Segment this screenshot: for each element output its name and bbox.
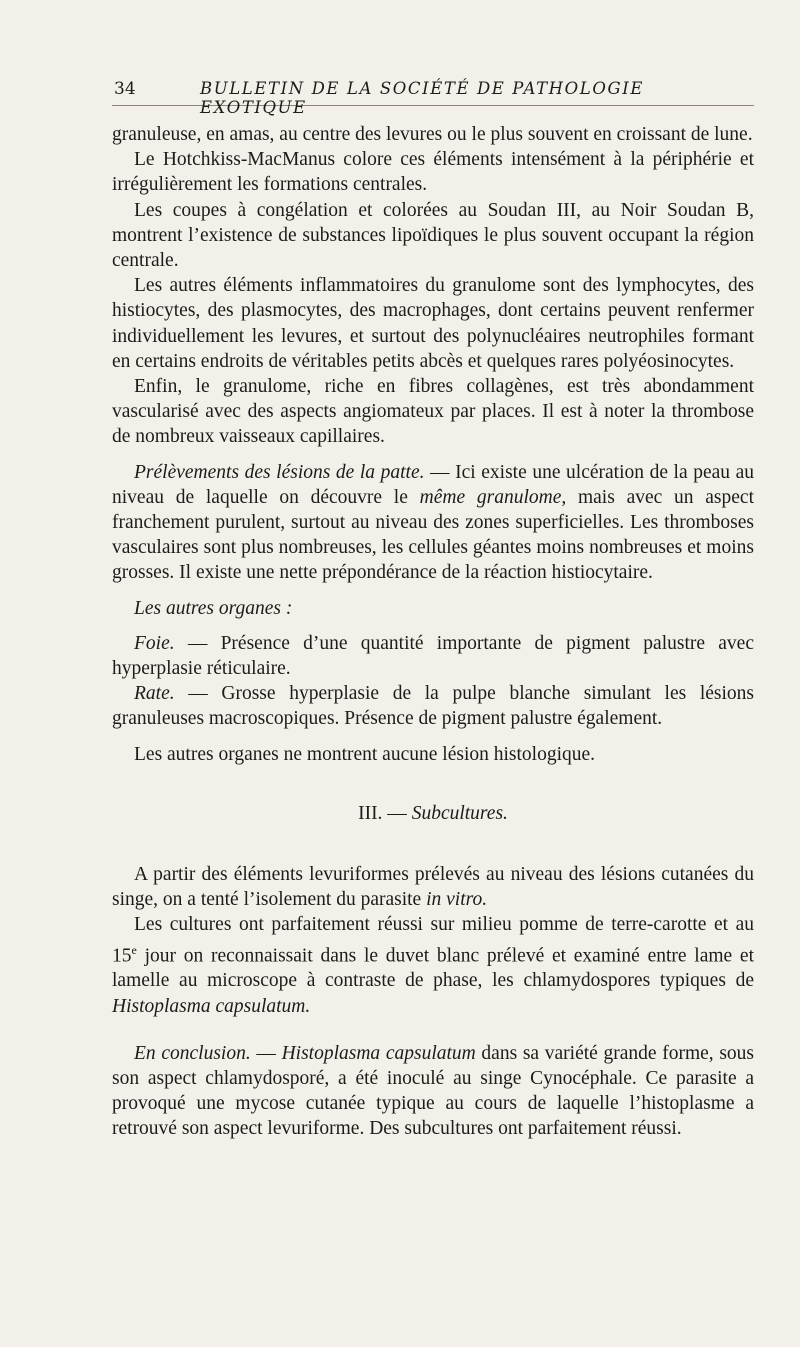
section-heading: III. — Subcultures. [358,802,508,824]
subheading: Foie. [134,632,175,654]
article-body [112,122,754,1142]
subheading: Prélèvements des lésions de la patte. [134,461,425,483]
running-header [112,77,754,117]
paragraph: A partir des éléments levuriformes prélevés au niveau des lésions cutanées du singe, on a tenté l’isolement du parasite in vitro. [112,864,754,911]
paragraph: En conclusion. — Histoplasma capsulatum dans sa variété grande forme, sous son aspect chlamydosporé, a été inoculé au singe Cynocéphale. Ce parasite a provoqué une mycose cutanée typique au cours de laquelle l’histoplasme a retrouvé son aspect levuriforme. Des subcultures ont parfaitement réussi. [112,1042,754,1140]
subheading: Rate. [134,683,175,705]
paragraph: Enfin, le granulome, riche en fibres collagènes, est très abondamment vascularisé avec des aspects angiomateux par places. Il est à noter la thrombose de nombreux vaisseaux capillaires. [112,376,754,448]
paragraph: Le Hotchkiss-MacManus colore ces éléments intensément à la périphérie et irrégulièrement les formations centrales. [112,149,754,196]
subheading: Les autres organes : [134,597,293,619]
paragraph: Les autres organes ne montrent aucune lésion histologique. [134,743,596,765]
paragraph: Les autres éléments inflammatoires du granulome sont des lymphocytes, des histiocytes, des plasmocytes, des macrophages, dont certains peuvent renfermer individuellement les levures, et surtout des polynucléaires neutrophiles formant en certains endroits de véritables petits abcès et quelques rares polyéosinocytes. [112,275,754,372]
page-number: 34 [114,79,136,99]
paragraph: Rate. — Grosse hyperplasie de la pulpe blanche simulant les lésions granuleuses macroscopiques. Présence de pigment palustre également. [112,683,754,730]
paragraph: Les coupes à congélation et colorées au Soudan III, au Noir Soudan B, montrent l’existence de substances lipoïdiques le plus souvent occupant la région centrale. [112,199,754,272]
paragraph: Foie. — Présence d’une quantité importante de pigment palustre avec hyperplasie réticulaire. [112,632,754,680]
running-title: BULLETIN DE LA SOCIÉTÉ DE PATHOLOGIE EXOTIQUE [200,79,645,117]
paragraph: Les cultures ont parfaitement réussi sur milieu pomme de terre-carotte et au 15e jour on reconnaissait dans le duvet blanc prélevé et examiné entre lame et lamelle au microscope à contraste de phase, les chlamydospores typiques de Histoplasma capsulatum. [112,914,754,1017]
paragraph: Prélèvements des lésions de la patte. — Ici existe une ulcération de la peau au niveau de laquelle on découvre le même granulome, mais avec un aspect franchement purulent, surtout au niveau des zones superficielles. Les thromboses vasculaires sont plus nombreuses, les cellules géantes moins nombreuses et moins grosses. Il existe une nette prépondérance de la réaction histiocytaire. [112,461,754,584]
subheading: En conclusion. [134,1042,251,1064]
paragraph: granuleuse, en amas, au centre des levures ou le plus souvent en croissant de lune. [112,124,753,145]
paragraph [112,596,754,621]
